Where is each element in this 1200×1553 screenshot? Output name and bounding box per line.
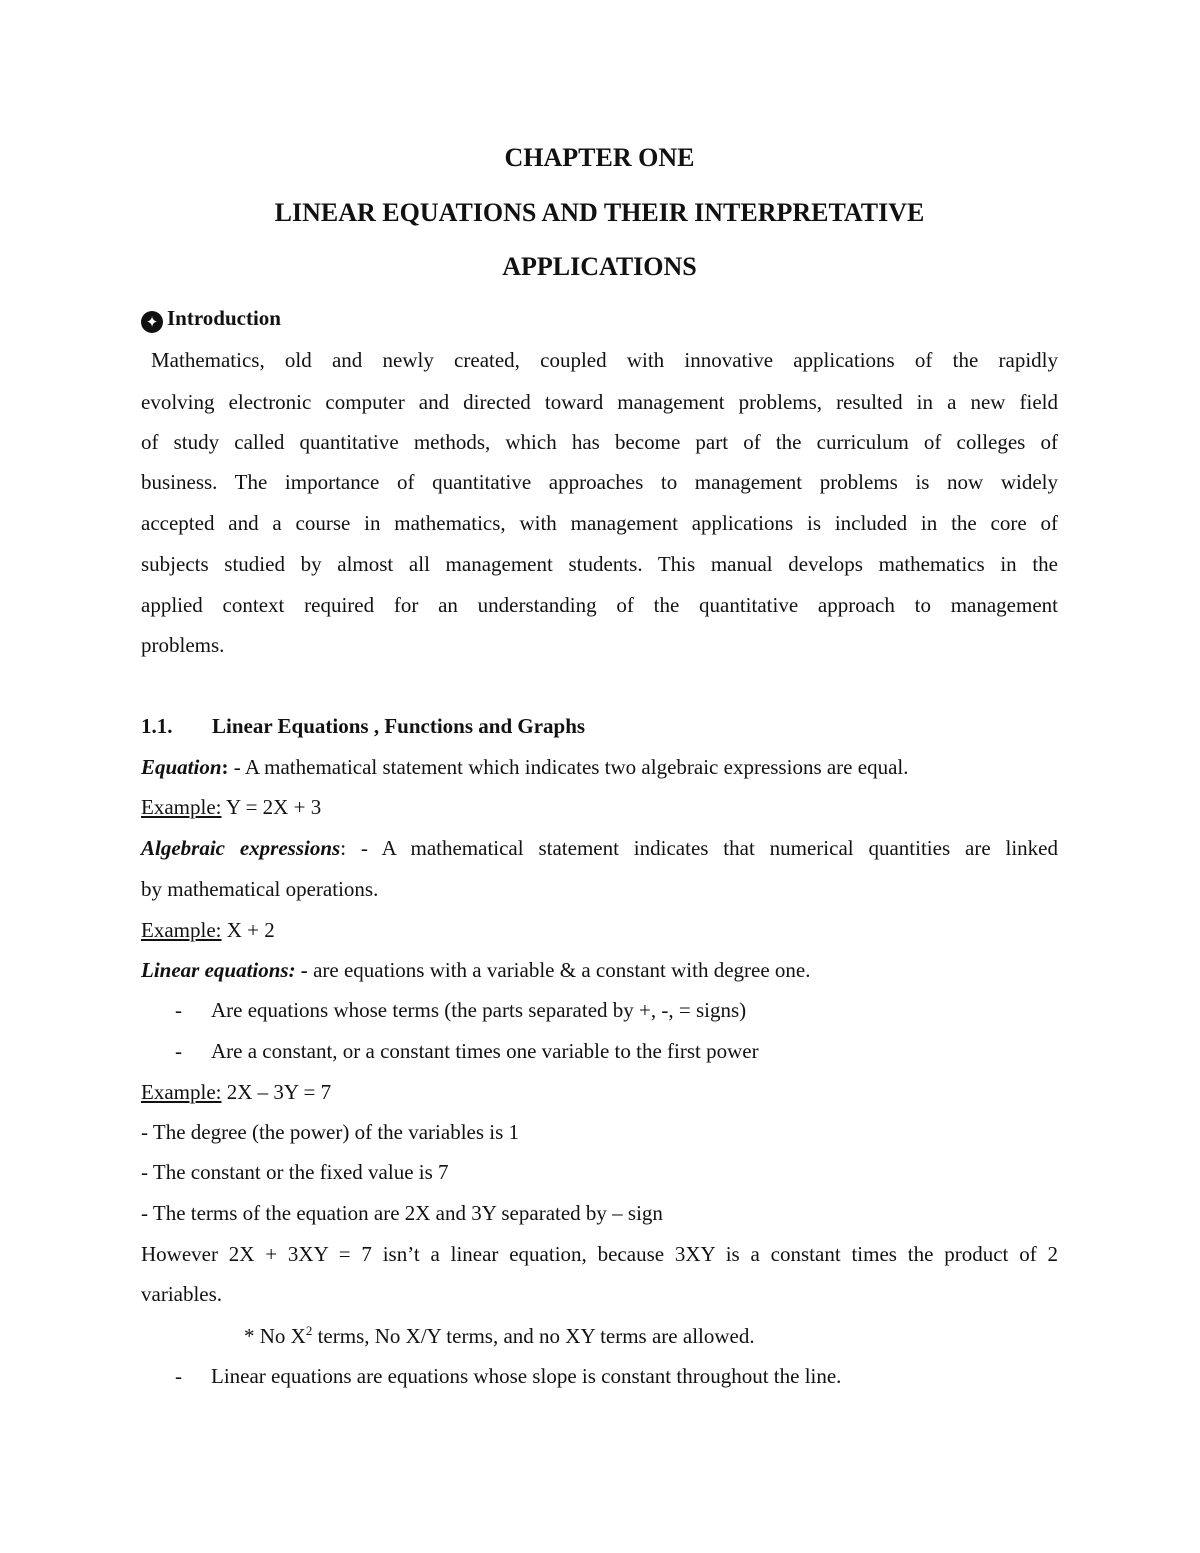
intro-line-4: business. The importance of quantitative approaches to management problems is now widely (141, 470, 1058, 494)
note-line: - The terms of the equation are 2X and 3Y separated by – sign (141, 1201, 663, 1225)
bullet-marker: - (175, 998, 182, 1022)
algebraic-definition (141, 836, 1058, 861)
intro-line-1: Mathematics, old and newly created, coupled with innovative applications of the rapidly (151, 348, 1058, 372)
equation-example (141, 795, 321, 820)
bullet-marker: - (175, 1364, 182, 1388)
however-line-1: However 2X + 3XY = 7 isn’t a linear equation, because 3XY is a constant times the product of 2 (141, 1242, 1058, 1266)
example-value: Y = 2X + 3 (221, 795, 322, 819)
linear-definition (141, 958, 811, 983)
bullet-text: Linear equations are equations whose slope is constant throughout the line. (211, 1364, 842, 1388)
chapter-heading: CHAPTER ONE (504, 143, 695, 172)
intro-line-5: accepted and a course in mathematics, with management applications is included in the core of (141, 511, 1058, 535)
intro-line-2: evolving electronic computer and directed toward management problems, resulted in a new field (141, 390, 1058, 414)
example-label: Example: (141, 1080, 222, 1104)
algebraic-example (141, 918, 275, 943)
chapter-title-line-2: APPLICATIONS (502, 252, 697, 281)
section-heading (141, 714, 586, 739)
linear-example (141, 1080, 331, 1105)
example-label: Example: (141, 795, 222, 819)
example-label: Example: (141, 918, 222, 942)
rule-prefix: * No X (244, 1324, 306, 1348)
however-line-2: variables. (141, 1282, 223, 1306)
note-line: - The degree (the power) of the variables is 1 (141, 1120, 520, 1144)
equation-colon: : (221, 755, 229, 779)
equation-term: Equation (141, 755, 222, 779)
intro-label: Introduction (167, 306, 281, 330)
rule-suffix: terms, No X/Y terms, and no XY terms are allowed. (312, 1324, 755, 1348)
example-value: 2X – 3Y = 7 (221, 1080, 332, 1104)
algebraic-definition-cont: by mathematical operations. (141, 877, 379, 901)
bullet-text: Are a constant, or a constant times one variable to the first power (211, 1039, 759, 1063)
intro-heading (141, 306, 281, 333)
intro-line-6: subjects studied by almost all management students. This manual develops mathematics in the (141, 552, 1058, 576)
note-line: - The constant or the fixed value is 7 (141, 1160, 449, 1184)
equation-definition (141, 755, 908, 780)
bullet-text: Are equations whose terms (the parts separated by +, -, = signs) (211, 998, 747, 1022)
bullet-marker: - (175, 1039, 182, 1063)
algebraic-text: : - A mathematical statement indicates that numerical quantities are linked (340, 836, 1058, 860)
algebraic-term: Algebraic expressions (141, 836, 341, 860)
bullet-item (175, 998, 746, 1023)
rule-superscript: 2 (305, 1323, 313, 1338)
equation-text: - A mathematical statement which indicates two algebraic expressions are equal. (228, 755, 909, 779)
rule-line (244, 1323, 755, 1349)
example-value: X + 2 (221, 918, 275, 942)
intro-line-3: of study called quantitative methods, which has become part of the curriculum of colleges of (141, 430, 1058, 454)
section-title: Linear Equations , Functions and Graphs (212, 714, 586, 738)
star-bullet-icon: ✦ (141, 311, 163, 333)
bullet-item (175, 1364, 841, 1389)
intro-line-7: applied context required for an understanding of the quantitative approach to management (141, 593, 1058, 617)
intro-line-8: problems. (141, 633, 225, 657)
bullet-item (175, 1039, 759, 1064)
section-number: 1.1. (141, 714, 173, 738)
chapter-title-line-1: LINEAR EQUATIONS AND THEIR INTERPRETATIVE (274, 198, 925, 227)
linear-text: are equations with a variable & a constant with degree one. (307, 958, 811, 982)
linear-term: Linear equations: - (141, 958, 308, 982)
